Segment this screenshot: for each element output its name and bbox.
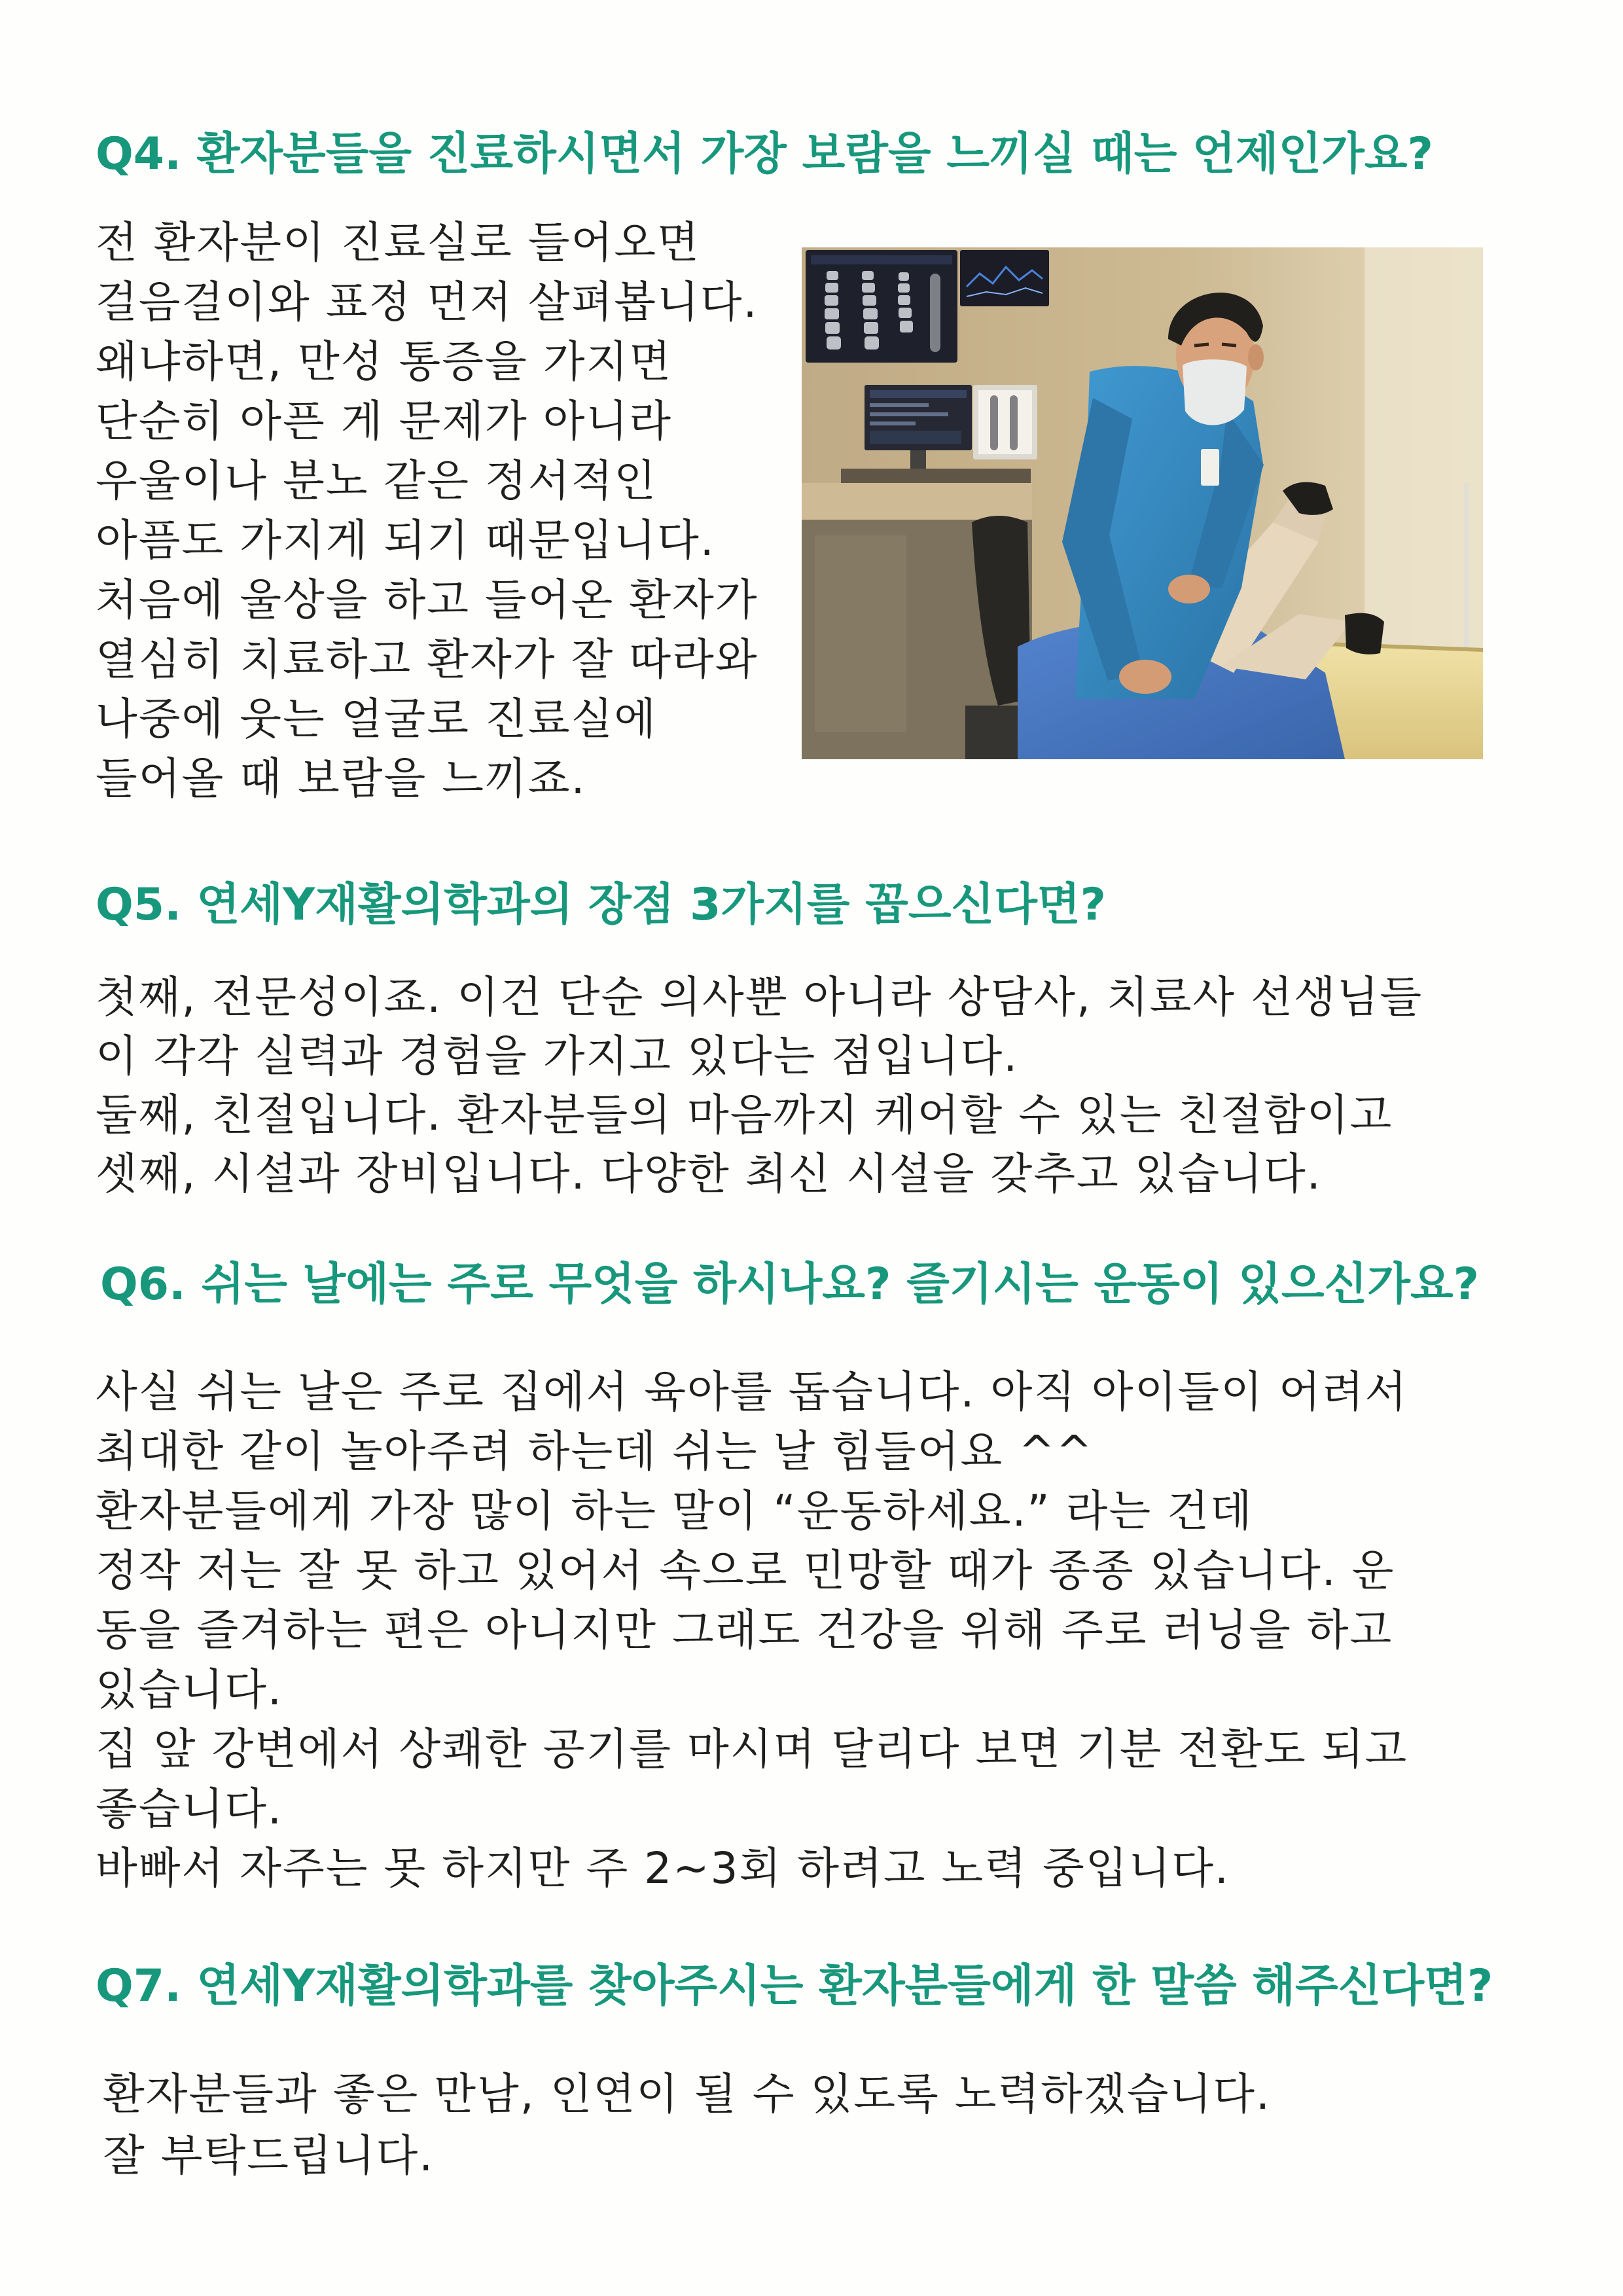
interview-photo: [802, 247, 1483, 759]
answer-line: 첫째, 전문성이죠. 이건 단순 의사뿐 아니라 상담사, 치료사 선생님들: [96, 972, 1423, 1022]
answer-line: 아픔도 가지게 되기 때문입니다.: [96, 515, 715, 565]
answer-line: 환자분들에게 가장 많이 하는 말이 “운동하세요.” 라는 건데: [96, 1486, 1253, 1536]
answer-q5: [96, 968, 1423, 1204]
answer-line: 왜냐하면, 만성 통증을 가지면: [96, 336, 672, 387]
answer-line: 좋습니다.: [96, 1784, 283, 1834]
answer-line: 집 앞 강변에서 상쾌한 공기를 마시며 달리다 보면 기분 전환도 되고: [96, 1724, 1408, 1774]
answer-line: 둘째, 친절입니다. 환자분들의 마음까지 케어할 수 있는 친절함이고: [96, 1090, 1393, 1140]
answer-line: 우울이나 분노 같은 정서적인: [96, 456, 658, 506]
answer-line: 나중에 웃는 얼굴로 진료실에: [96, 694, 658, 744]
answer-line: 환자분들과 좋은 만남, 인연이 될 수 있도록 노력하겠습니다.: [103, 2069, 1271, 2119]
answer-line: 잘 부탁드립니다.: [103, 2130, 435, 2181]
answer-line: 열심히 치료하고 환자가 잘 따라와: [96, 634, 758, 685]
question-heading-q6: Q6. 쉬는 날에는 주로 무엇을 하시나요? 즐기시는 운동이 있으신가요?: [100, 1259, 1480, 1310]
question-heading-q4: Q4. 환자분들을 진료하시면서 가장 보람을 느끼실 때는 언제인가요?: [96, 128, 1434, 180]
answer-line: 전 환자분이 진료실로 들어오면: [96, 217, 700, 268]
answer-q7: [103, 2064, 1271, 2187]
question-heading-q5: Q5. 연세Y재활의학과의 장점 3가지를 꼽으신다면?: [96, 879, 1107, 931]
answer-line: 있습니다.: [96, 1664, 283, 1715]
answer-line: 정작 저는 잘 못 하고 있어서 속으로 민망할 때가 종종 있습니다. 운: [96, 1545, 1395, 1596]
answer-line: 이 각각 실력과 경험을 가지고 있다는 점입니다.: [96, 1031, 1019, 1081]
answer-line: 사실 쉬는 날은 주로 집에서 육아를 돕습니다. 아직 아이들이 어려서: [96, 1367, 1408, 1417]
question-heading-q7: Q7. 연세Y재활의학과를 찾아주시는 환자분들에게 한 말씀 해주신다면?: [96, 1960, 1493, 2012]
answer-q6: [96, 1362, 1408, 1898]
answer-q4: [96, 213, 758, 808]
treatment-room-illustration: [802, 247, 1483, 759]
answer-line: 최대한 같이 놀아주려 하는데 쉬는 날 힘들어요 ^^: [96, 1426, 1094, 1477]
answer-line: 바빠서 자주는 못 하지만 주 2~3회 하려고 노력 중입니다.: [96, 1843, 1230, 1893]
answer-line: 셋째, 시설과 장비입니다. 다양한 최신 시설을 갖추고 있습니다.: [96, 1149, 1322, 1199]
answer-line: 처음에 울상을 하고 들어온 환자가: [96, 575, 758, 625]
answer-line: 들어올 때 보람을 느끼죠.: [96, 753, 586, 804]
answer-line: 단순히 아픈 게 문제가 아니라: [96, 396, 672, 446]
answer-line: 걸음걸이와 표정 먼저 살펴봅니다.: [96, 277, 758, 327]
answer-line: 동을 즐겨하는 편은 아니지만 그래도 건강을 위해 주로 러닝을 하고: [96, 1605, 1393, 1655]
